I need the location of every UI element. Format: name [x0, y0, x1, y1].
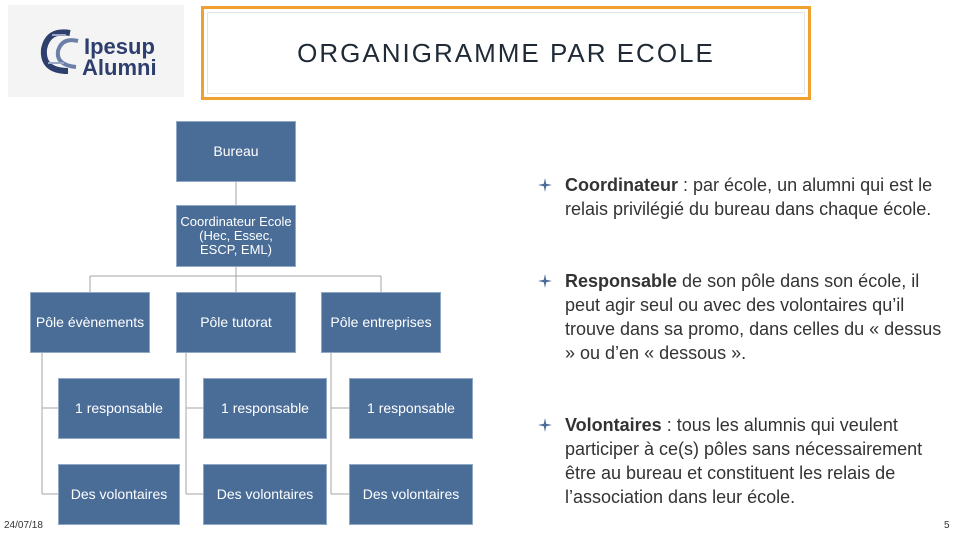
bullet-list-3 — [538, 413, 948, 509]
bullet-description: : tous les alumnis qui veulent participer à ce(s) pôles sans nécessairement être au bureau et constituent les relais de l’association dans leur école. — [565, 415, 923, 507]
star-bullet-icon — [538, 418, 552, 432]
bullet-description: de son pôle dans son école, il peut agir seul ou avec des volontaires qu’il trouve dans sa promo, dans celles du « dessus » ou d’en « dessous ». — [565, 271, 942, 363]
bullet-term: Volontaires — [565, 415, 662, 435]
org-box-bureau: Bureau — [176, 121, 296, 182]
bullet-list — [538, 173, 948, 221]
bullet-volontaires — [538, 413, 948, 509]
star-bullet-icon — [538, 274, 552, 288]
org-box-responsable-2: 1 responsable — [203, 378, 327, 439]
bullet-term: Responsable — [565, 271, 678, 291]
footer-date: 24/07/18 — [4, 520, 43, 531]
bullet-description: : par école, un alumni qui est le relais privilégié du bureau dans chaque école. — [565, 175, 933, 219]
svg-text:Alumni: Alumni — [82, 55, 157, 80]
org-box-pole-evenements: Pôle évènements — [30, 292, 150, 353]
page-number: 5 — [944, 520, 950, 531]
org-box-pole-entreprises: Pôle entreprises — [321, 292, 441, 353]
page-title: ORGANIGRAMME PAR ECOLE — [297, 37, 715, 68]
org-box-volontaires-2: Des volontaires — [203, 464, 327, 525]
bullet-responsable — [538, 269, 948, 365]
org-box-pole-tutorat: Pôle tutorat — [176, 292, 296, 353]
org-box-volontaires-1: Des volontaires — [58, 464, 180, 525]
bullet-list-2 — [538, 269, 948, 365]
org-box-coordinateur: Coordinateur Ecole (Hec, Essec, ESCP, EML) — [176, 205, 296, 267]
star-bullet-icon — [538, 178, 552, 192]
svg-text:Ipesup: Ipesup — [84, 34, 155, 59]
org-box-responsable-3: 1 responsable — [349, 378, 473, 439]
bullet-term: Coordinateur — [565, 175, 679, 195]
org-box-responsable-1: 1 responsable — [58, 378, 180, 439]
bullet-coordinateur — [538, 173, 948, 221]
org-box-volontaires-3: Des volontaires — [349, 464, 473, 525]
